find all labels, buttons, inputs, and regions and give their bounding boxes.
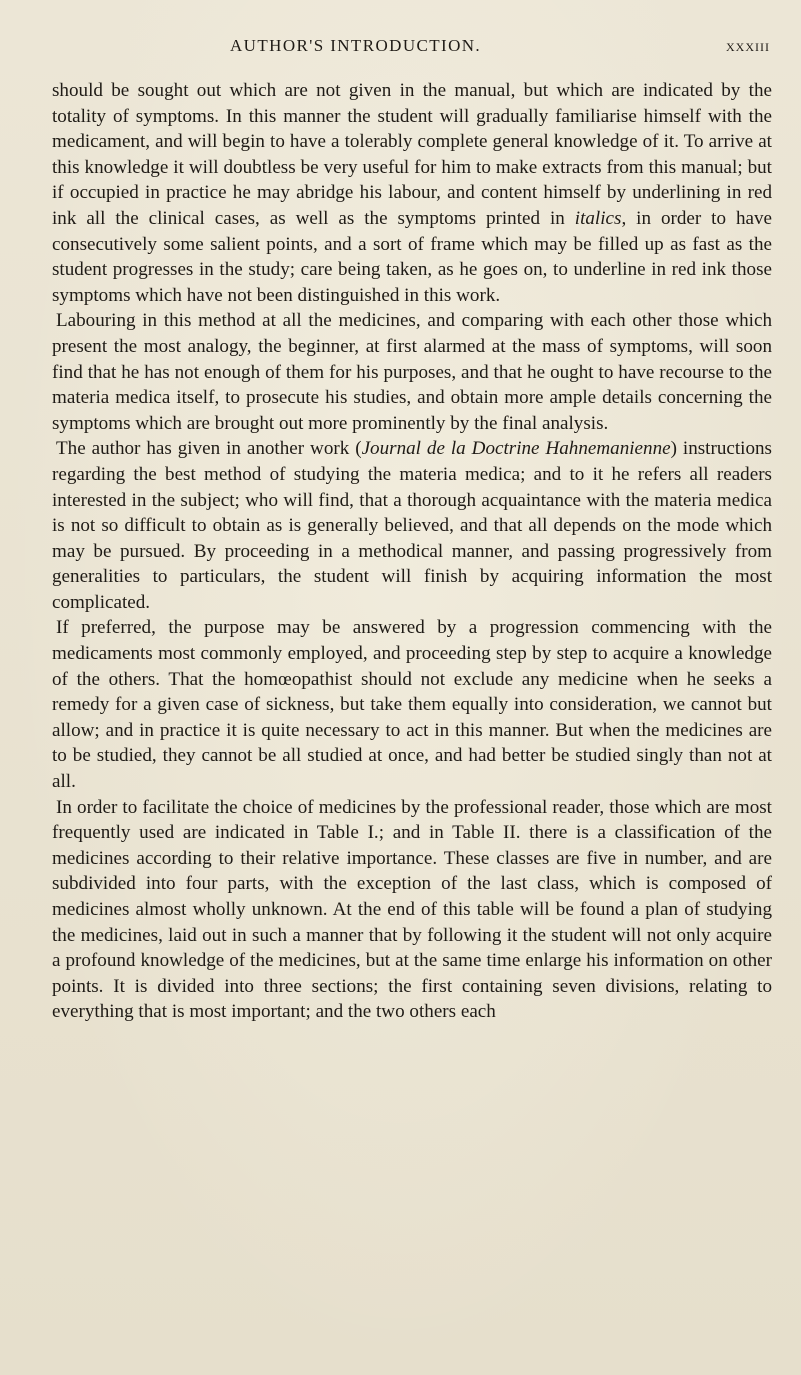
paragraph-5: In order to facilitate the choice of medicines by the professional reader, those which are most frequently used are indicated in Table I.; and in Table II. there is a classification of the medicines according to their relative importance. These classes are five in number, and are subdivided into four parts, with the exception of the last class, which is composed of medicines almost wholly unknown. At the end of this table will be found a plan of studying the medicines, laid out in such a manner that by following it the student will not only acquire a profound knowledge of the medicines, but at the same time enlarge his information on other points. It is divided into three sections; the first containing seven divisions, relating to everything that is most important; and the two others each: [52, 796, 772, 1023]
body-text: [52, 78, 772, 1348]
paragraph-1-italic: italics: [574, 207, 622, 229]
page-number: xxxiii: [726, 36, 770, 55]
paragraph-2: Labouring in this method at all the medicines, and comparing with each other those which present the most analogy, the beginner, at first alarmed at the mass of symptoms, will soon find that he has not enough of them for his purposes, and that he ought to have recourse to the materia medica itself, to prosecute his studies, and obtain more ample details concerning the symptoms which are brought out more prominently by the final analysis.: [52, 310, 772, 434]
paragraph-1: [52, 78, 772, 308]
paragraph-4: If preferred, the purpose may be answered by a progression commencing with the medicaments most commonly employed, and proceeding step by step to acquire a knowledge of the others. That the homœopathist should not exclude any medicine when he seeks a remedy for a given case of sickness, but take them equally into consideration, we cannot but allow; and in practice it is quite necessary to act in this manner. But when the medicines are to be studied, they cannot be all studied at once, and had better be studied singly than not at all.: [52, 617, 772, 793]
paragraph-3-text-a: The author has given in another work (: [56, 438, 362, 460]
paragraph-3-italic: Journal de la Doctrine Hahnemanienne: [361, 438, 671, 460]
paragraph-1-text-a: should be sought out which are not given in the manual, but which are indicated by the totality of symptoms. In this manner the student will gradually familiarise himself with the medicament, and will begin to have a tolerably complete general knowledge of it. To arrive at this knowledge it will doubtless be very useful for him to make extracts from this manual; but if occupied in practice he may abridge his labour, and content himself by underlining in red ink all the clinical cases, as well as the symptoms printed in: [52, 80, 772, 229]
running-head: AUTHOR'S INTRODUCTION.: [230, 36, 482, 55]
paragraph-3-text-b: ) instructions regarding the best method of studying the materia medica; and to it he refers all readers interested in the subject; who will find, that a thorough acquaintance with the materia medica is not so difficult to obtain as is generally believed, and that all depends on the mode which may be pursued. By proceeding in a methodical manner, and passing progressively from generalities to particulars, the student will finish by acquiring information the most complicated.: [52, 438, 772, 613]
page-header: [230, 36, 770, 66]
paragraph-3: [52, 436, 772, 615]
paragraph-1-text-b: , in order to have consecutively some salient points, and a sort of frame which may be filled up as fast as the student progresses in the study; care being taken, as he goes on, to underline in red ink those symptoms which have not been distinguished in this work.: [52, 207, 772, 306]
